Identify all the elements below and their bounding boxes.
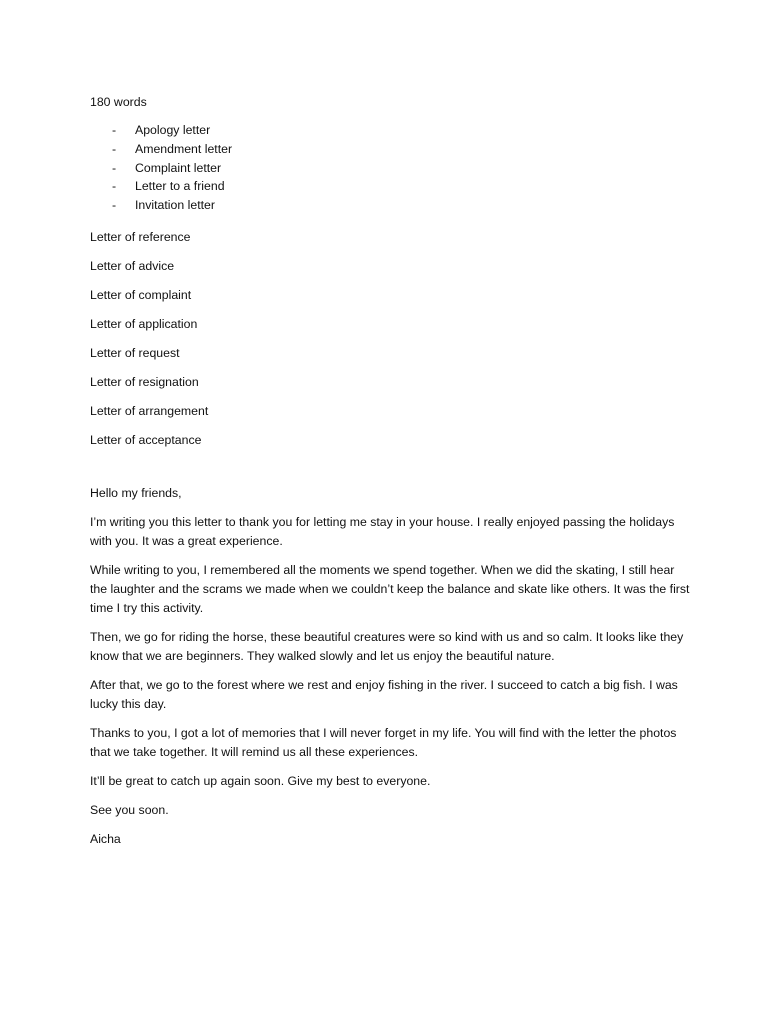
letter-type-item: Letter of application	[90, 316, 198, 331]
letter-type-item: Letter of acceptance	[90, 432, 202, 447]
list-item-label: Letter to a friend	[135, 179, 225, 194]
letter-paragraph: While writing to you, I remembered all the moments we spend together. When we did the skating, I still hear the laughter and the scrams we made when we couldn’t keep the balance and skate like others. It was the first time I try this activity.	[90, 562, 690, 615]
bullet-dash: -	[112, 179, 117, 194]
sample-letter	[90, 484, 690, 849]
letter-type-item: Letter of advice	[90, 258, 175, 273]
document-page	[90, 94, 690, 859]
list-item-label: Amendment letter	[135, 141, 233, 156]
list-item	[90, 177, 690, 196]
word-count: 180 words	[90, 95, 147, 109]
bullet-dash: -	[112, 198, 117, 213]
list-item	[90, 159, 690, 178]
letter-greeting: Hello my friends,	[90, 485, 182, 500]
list-item-label: Complaint letter	[135, 160, 222, 175]
letter-paragraph: Then, we go for riding the horse, these beautiful creatures were so kind with us and so calm. It looks like they know that we are beginners. They walked slowly and let us enjoy the beautiful nature.	[90, 629, 684, 663]
letter-closing: See you soon.	[90, 802, 169, 817]
letter-kinds-list	[90, 121, 690, 215]
bullet-dash: -	[112, 123, 117, 137]
letter-signature: Aicha	[90, 831, 121, 846]
list-item	[90, 121, 690, 140]
letter-paragraph: It’ll be great to catch up again soon. Give my best to everyone.	[90, 773, 431, 788]
letter-type-item: Letter of resignation	[90, 374, 199, 389]
letter-paragraph: After that, we go to the forest where we rest and enjoy fishing in the river. I succeed to catch a big fish. I was lucky this day.	[90, 677, 678, 711]
letter-type-item: Letter of request	[90, 345, 180, 360]
letter-paragraph: I’m writing you this letter to thank you for letting me stay in your house. I really enjoyed passing the holidays with you. It was a great experience.	[90, 514, 675, 548]
letter-type-item: Letter of complaint	[90, 287, 192, 302]
bullet-dash: -	[112, 160, 117, 175]
letter-types-list	[90, 229, 690, 448]
letter-type-item: Letter of reference	[90, 229, 191, 244]
list-item	[90, 196, 690, 215]
bullet-dash: -	[112, 141, 117, 156]
letter-type-item: Letter of arrangement	[90, 403, 209, 418]
list-item-label: Invitation letter	[135, 198, 215, 213]
list-item	[90, 140, 690, 159]
letter-paragraph: Thanks to you, I got a lot of memories that I will never forget in my life. You will find with the letter the photos that we take together. It will remind us all these experiences.	[90, 725, 677, 759]
list-item-label: Apology letter	[135, 123, 211, 137]
